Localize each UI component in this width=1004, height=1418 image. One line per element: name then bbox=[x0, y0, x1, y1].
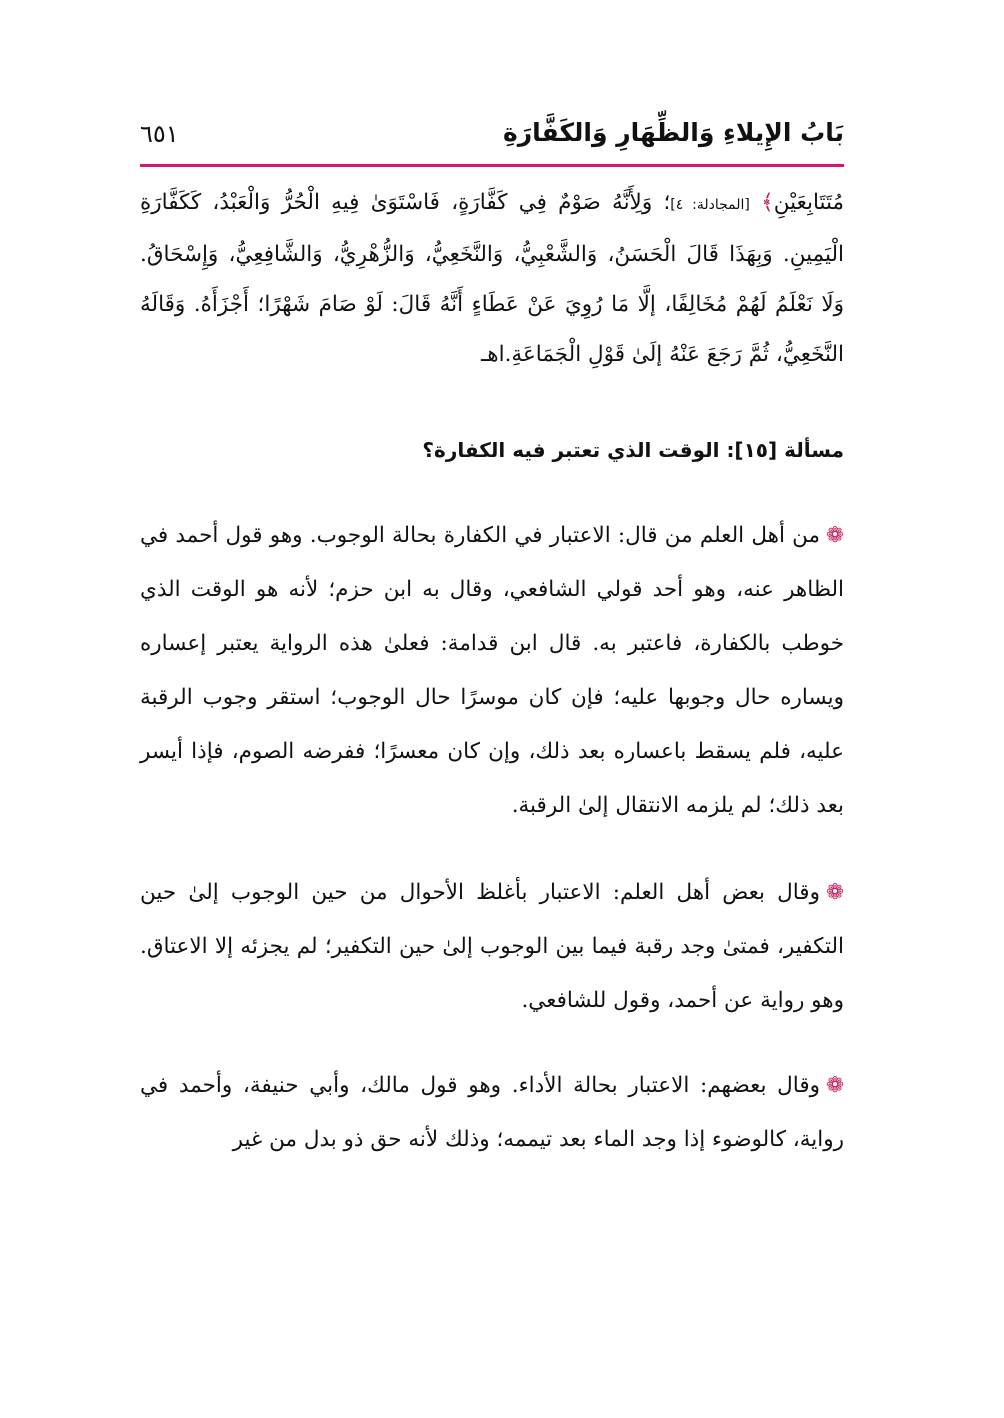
question-text: الوقت الذي تعتبر فيه الكفارة؟ bbox=[422, 438, 727, 462]
page-number: ٦٥١ bbox=[140, 120, 179, 148]
chapter-title: بَابُ الإِيلاءِ وَالظِّهَارِ وَالكَفَّارَةِ bbox=[502, 118, 844, 147]
paragraph bbox=[140, 509, 844, 833]
paragraph-text: من أهل العلم من قال: الاعتبار في الكفارة بحالة الوجوب. وهو قول أحمد في الظاهر عنه، وهو أحد قولي الشافعي، وقال به ابن حزم؛ لأنه هو الوقت الذي خوطب بالكفارة، فاعتبر به. قال ابن قدامة: فعلىٰ هذه الرواية يعتبر إعساره ويساره حال وجوبها عليه؛ فإن كان موسرًا حال الوجوب؛ استقر وجوب الرقبة عليه، فلم يسقط باعساره بعد ذلك، وإن كان معسرًا؛ ففرضه الصوم، فإذا أيسر بعد ذلك؛ لم يلزمه الانتقال إلىٰ الرقبة. bbox=[140, 523, 844, 818]
quoted-passage bbox=[140, 178, 844, 380]
quran-bracket-close: ﴾ bbox=[761, 190, 774, 215]
header-divider bbox=[140, 164, 844, 167]
paragraph bbox=[140, 1059, 844, 1167]
quran-reference: [المجادلة: ٤] bbox=[670, 197, 750, 213]
quran-phrase: مُتَتَابِعَيْنِ bbox=[773, 190, 844, 215]
paragraph bbox=[140, 866, 844, 1028]
page-header bbox=[140, 118, 844, 168]
paragraph-text: وقال بعض أهل العلم: الاعتبار بأغلظ الأحوال من حين الوجوب إلىٰ حين التكفير، فمتىٰ وجد رقبة فيما بين الوجوب إلىٰ حين التكفير؛ لم يجزئه إلا الاعتاق. وهو رواية عن أحمد، وقول للشافعي. bbox=[140, 880, 844, 1013]
quote-text: ؛ وَلِأَنَّهُ صَوْمٌ فِي كَفَّارَةٍ، فَاسْتَوَىٰ فِيهِ الْحُرُّ وَالْعَبْدُ، كَكَفَّارَةِ الْيَمِينِ. وَبِهَذَا قَالَ الْحَسَنُ، وَالشَّعْبِيُّ، وَالنَّخَعِيُّ، وَالزُّهْرِيُّ، وَالشَّافِعِيُّ، وَإِسْحَاقُ. وَلَا نَعْلَمُ لَهُمْ مُخَالِفًا، إلَّا مَا رُوِيَ عَنْ عَطَاءٍ أَنَّهُ قَالَ: لَوْ صَامَ شَهْرًا؛ أَجْزَأَهُ. وَقَالَهُ النَّخَعِيُّ، ثُمَّ رَجَعَ عَنْهُ إلَىٰ قَوْلِ الْجَمَاعَةِ.اهـ bbox=[140, 190, 844, 367]
flower-bullet-icon: ❁ bbox=[825, 523, 844, 548]
paragraph-text: وقال بعضهم: الاعتبار بحالة الأداء. وهو قول مالك، وأبي حنيفة، وأحمد في رواية، كالوضوء إذا وجد الماء بعد تيممه؛ وذلك لأنه حق ذو بدل من غير bbox=[140, 1073, 844, 1152]
flower-bullet-icon: ❁ bbox=[825, 880, 844, 905]
flower-bullet-icon: ❁ bbox=[825, 1073, 844, 1098]
question-label: مسألة [١٥]: bbox=[726, 438, 844, 462]
question-heading bbox=[140, 438, 844, 462]
